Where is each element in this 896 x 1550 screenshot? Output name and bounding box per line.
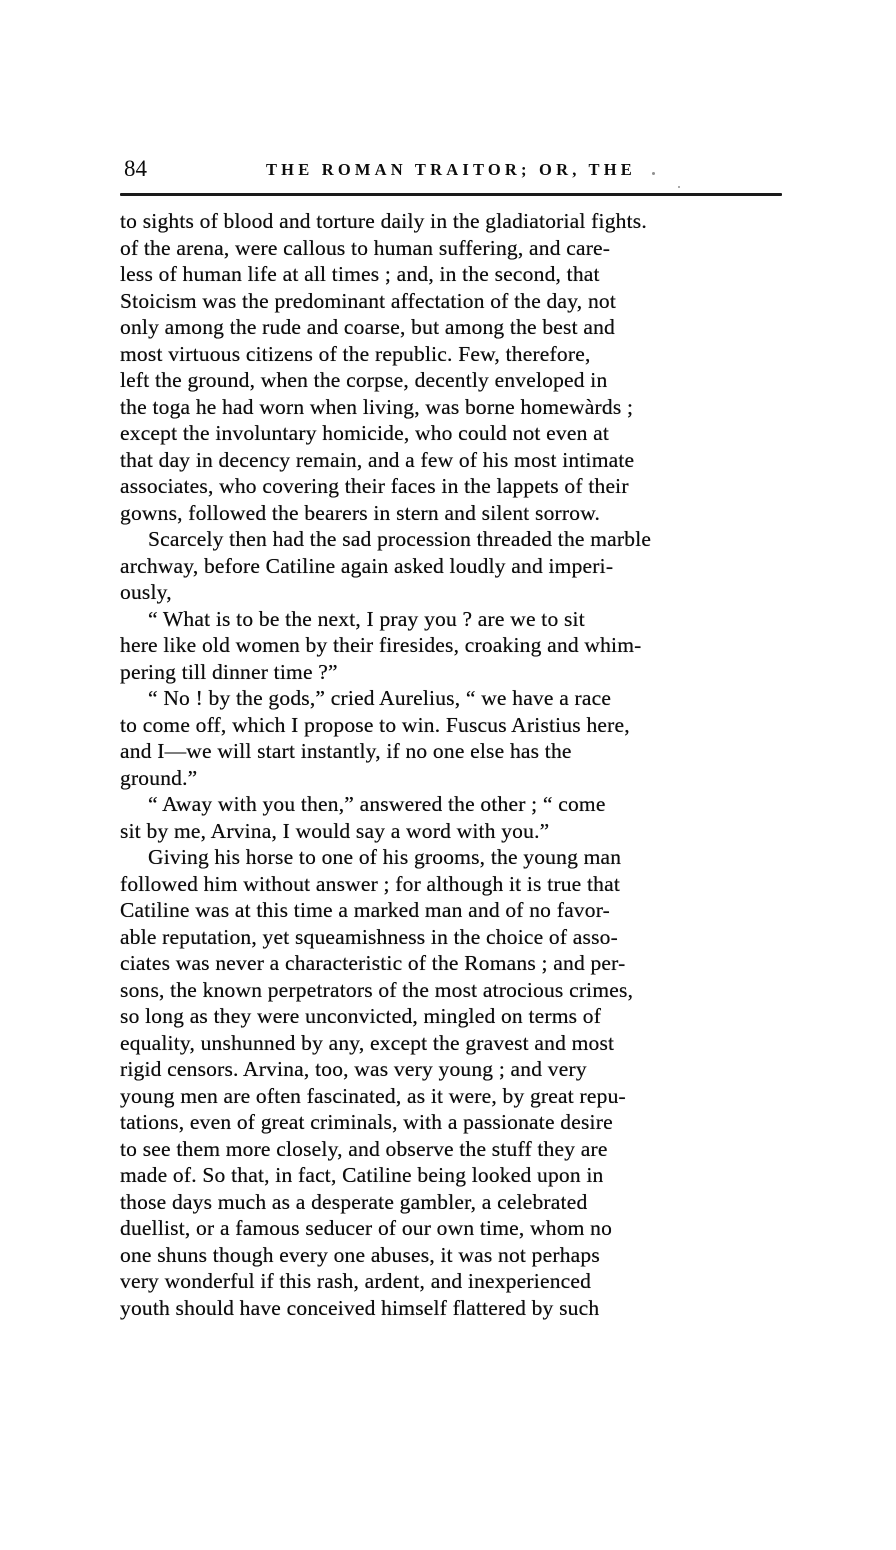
text-line: left the ground, when the corpse, decently enveloped in: [120, 368, 608, 392]
text-line: associates, who covering their faces in the lappets of their: [120, 474, 629, 498]
text-line: sons, the known perpetrators of the most atrocious crimes,: [120, 977, 634, 1002]
text-line: very wonderful if this rash, ardent, and inexperienced: [120, 1269, 592, 1293]
text-line: duellist, or a famous seducer of our own time, whom no: [120, 1216, 613, 1240]
text-line: of the arena, were callous to human suffering, and care-: [120, 235, 611, 260]
text-line: Catiline was at this time a marked man and of no favor-: [120, 898, 610, 922]
page-number: 84: [124, 156, 147, 181]
text-line: ciates was never a characteristic of the Romans ; and per-: [120, 951, 626, 975]
page-body: [120, 208, 782, 1321]
text-line: less of human life at all times ; and, in the second, that: [120, 262, 600, 286]
ink-speck: [678, 186, 680, 188]
text-line: one shuns though every one abuses, it was not perhaps: [120, 1242, 600, 1267]
text-line: rigid censors. Arvina, too, was very young ; and very: [120, 1057, 587, 1081]
text-line: gowns, followed the bearers in stern and silent sorrow.: [120, 500, 601, 525]
running-title: THE ROMAN TRAITOR; OR, THE: [265, 160, 637, 179]
text-line: to sights of blood and torture daily in the gladiatorial fights.: [120, 209, 647, 233]
text-line: that day in decency remain, and a few of his most intimate: [120, 447, 635, 472]
text-line: equality, unshunned by any, except the gravest and most: [120, 1030, 615, 1055]
text-line: “ What is to be the next, I pray you ? are we to sit: [148, 606, 585, 631]
page-header: [120, 156, 782, 188]
text-line: to come off, which I propose to win. Fuscus Aristius here,: [120, 712, 630, 737]
text-line: most virtuous citizens of the republic. Few, therefore,: [120, 341, 591, 366]
text-line: here like old women by their firesides, croaking and whim-: [120, 633, 642, 657]
text-line: so long as they were unconvicted, mingled on terms of: [120, 1004, 602, 1028]
text-line: sit by me, Arvina, I would say a word with you.”: [120, 818, 550, 843]
text-line: Giving his horse to one of his grooms, the young man: [148, 845, 622, 869]
text-line: archway, before Catiline again asked loudly and imperi-: [120, 553, 614, 578]
text-line: Scarcely then had the sad procession threaded the marble: [148, 527, 652, 551]
text-line: and I—we will start instantly, if no one else has the: [120, 739, 572, 763]
text-line: ground.”: [120, 765, 198, 790]
text-line: those days much as a desperate gambler, a celebrated: [120, 1189, 588, 1214]
text-line: “ No ! by the gods,” cried Aurelius, “ we have a race: [148, 686, 612, 710]
text-line: “ Away with you then,” answered the other ; “ come: [148, 792, 606, 816]
text-line: the toga he had worn when living, was borne homewàrds ;: [120, 394, 634, 419]
text-line: ously,: [120, 580, 172, 604]
text-line: young men are often fascinated, as it were, by great repu-: [120, 1083, 626, 1108]
header-rule: [120, 193, 782, 196]
text-line: only among the rude and coarse, but among the best and: [120, 315, 616, 339]
text-line: followed him without answer ; for although it is true that: [120, 871, 621, 896]
text-line: Stoicism was the predominant affectation of the day, not: [120, 288, 617, 313]
text-line: tations, even of great criminals, with a passionate desire: [120, 1110, 613, 1134]
text-line: youth should have conceived himself flattered by such: [120, 1295, 600, 1320]
ink-speck: [652, 172, 655, 175]
text-line: able reputation, yet squeamishness in the choice of asso-: [120, 924, 618, 949]
text-line: except the involuntary homicide, who could not even at: [120, 421, 610, 445]
text-line: made of. So that, in fact, Catiline being looked upon in: [120, 1163, 604, 1187]
text-line: to see them more closely, and observe the stuff they are: [120, 1136, 608, 1161]
text-line: pering till dinner time ?”: [120, 659, 338, 684]
